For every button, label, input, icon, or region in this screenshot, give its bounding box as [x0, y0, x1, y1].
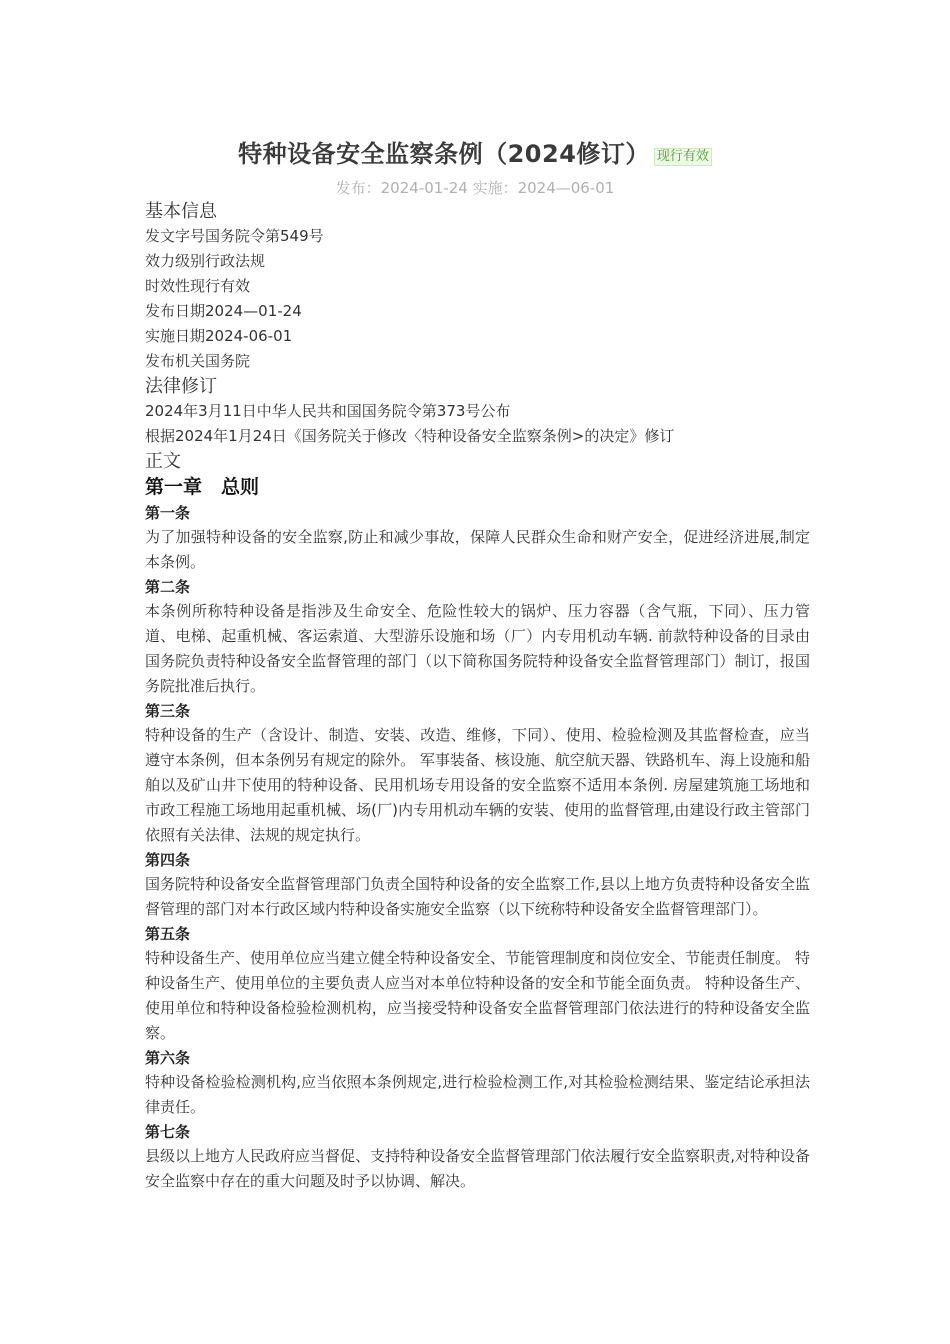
article-text: 特种设备的生产（含设计、制造、安装、改造、维修，下同）、使用、检验检测及其监督检查，应当遵守本条例，但本条例另有规定的除外。 军事装备、核设施、航空航天器、铁路机车、海上设施和船舶以及矿山井下使用的特种设备、民用机场专用设备的安全监察不适用本条例. 房屋建筑施工场地和市政工程施工场地用起重机械、场(厂)内专用机动车辆的安装、使用的监督管理,由建设行政主管部门依照有关法律、法规的规定执行。 [145, 726, 810, 844]
info-publish-date: 发布日期2024—01-24 [145, 302, 302, 320]
revision-line: 根据2024年1月24日《国务院关于修改〈特种设备安全监察条例>的决定》修订 [145, 427, 675, 445]
publish-dates: 发布：2024-01-24 实施：2024—06-01 [335, 179, 615, 197]
article-text: 为了加强特种设备的安全监察,防止和减少事故，保障人民群众生命和财产安全，促进经济进展,制定本条例。 [145, 528, 810, 571]
article-title: 第五条 [145, 925, 191, 943]
article-title: 第四条 [145, 851, 191, 869]
article-text: 本条例所称特种设备是指涉及生命安全、危险性较大的锅炉、压力容器（含气瓶，下同）、压力管道、电梯、起重机械、客运索道、大型游乐设施和场（厂）内专用机动车辆. 前款特种设备的目录由国务院负责特种设备安全监督管理的部门（以下简称国务院特种设备安全监督管理部门）制订，报国务院批准后执行。 [145, 602, 810, 695]
article-title: 第三条 [145, 702, 191, 720]
article-text: 特种设备检验检测机构,应当依照本条例规定,进行检验检测工作,对其检验检测结果、鉴定结论承担法律责任。 [145, 1073, 810, 1116]
revision-line: 2024年3月11日中华人民共和国国务院令第373号公布 [145, 402, 511, 420]
article-title: 第六条 [145, 1049, 191, 1067]
article-text: 特种设备生产、使用单位应当建立健全特种设备安全、节能管理制度和岗位安全、节能责任制度。 特种设备生产、使用单位的主要负责人应当对本单位特种设备的安全和节能全面负责。 特种设备生产、使用单位和特种设备检验检测机构，应当接受特种设备安全监督管理部门依法进行的特种设备安全监察。 [145, 949, 810, 1042]
status-badge: 现行有效 [654, 148, 712, 166]
info-document-number: 发文字号国务院令第549号 [145, 227, 324, 245]
info-validity: 时效性现行有效 [145, 277, 251, 295]
document-body [145, 199, 810, 1194]
body-heading: 正文 [145, 451, 181, 472]
article-title: 第七条 [145, 1123, 191, 1141]
article-text: 国务院特种设备安全监督管理部门负责全国特种设备的安全监察工作,县以上地方负责特种设备安全监督管理的部门对本行政区域内特种设备实施安全监察（以下统称特种设备安全监督管理部门）。 [145, 875, 810, 918]
revision-heading: 法律修订 [145, 376, 217, 397]
info-issuing-authority: 发布机关国务院 [145, 352, 251, 370]
info-effective-date: 实施日期2024-06-01 [145, 327, 293, 345]
article-title: 第一条 [145, 504, 191, 522]
chapter-title: 第一章 总则 [145, 476, 260, 498]
basic-info-heading: 基本信息 [145, 201, 217, 222]
title-row [0, 134, 950, 169]
page-title: 特种设备安全监察条例（2024修订） [238, 140, 650, 168]
info-effect-level: 效力级别行政法规 [145, 252, 266, 270]
article-title: 第二条 [145, 578, 191, 596]
article-text: 县级以上地方人民政府应当督促、支持特种设备安全监督管理部门依法履行安全监察职责,对特种设备安全监察中存在的重大问题及时予以协调、解决。 [145, 1147, 810, 1190]
